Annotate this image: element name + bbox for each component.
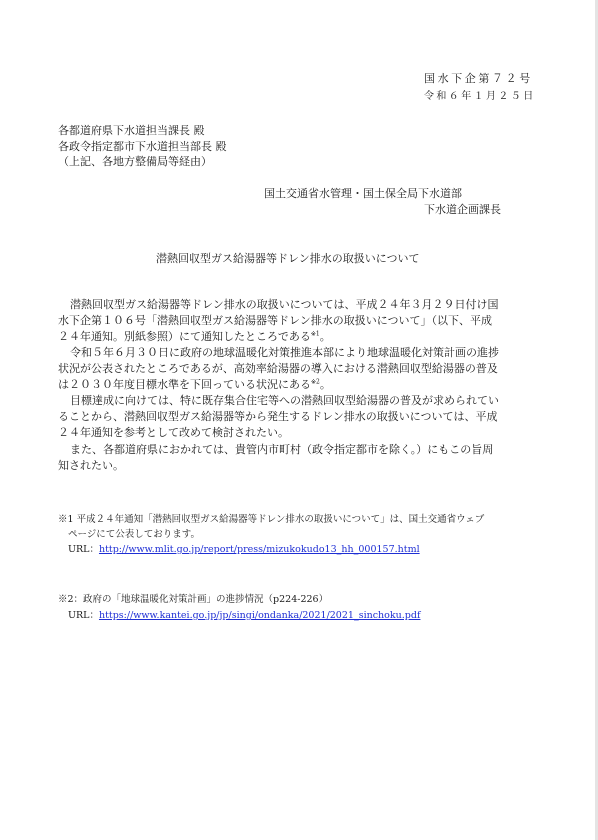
body-p2-line3 [58, 378, 331, 392]
footnote-1-line2: ページにて公表しております。 [68, 529, 201, 540]
body-p1-line3 [58, 330, 331, 344]
document-date: 令和６年１月２５日 [424, 91, 536, 102]
body-p1-line1: 潜熱回収型ガス給湯器等ドレン排水の取扱いについては、平成２４年３月２９日付け国 [70, 298, 499, 311]
body-p1-line3-end: 。 [319, 330, 331, 343]
body-p3-line2: ることから、潜熱回収型ガス給湯器等から発生するドレン排水の取扱いについては、平成 [58, 410, 498, 423]
addressee-prefectures: 各都道府県下水道担当課長 殿 [58, 124, 205, 137]
body-p1-line3-text: ２４年通知。別紙参照）にて通知したところである [58, 330, 311, 343]
footnote-1-url-row [68, 543, 420, 557]
footnote-2-url-row [68, 609, 420, 623]
footnote-1-line1: ※1 平成２４年通知「潜熱回収型ガス給湯器等ドレン排水の取扱いについて」は、国土交通省ウェブ [58, 514, 485, 525]
addressee-via-note: （上記、各地方整備局等経由） [58, 155, 212, 168]
body-p2-line3-text: は２０３０年度目標水準を下回っている状況にある [58, 378, 311, 391]
document-subject: 潜熱回収型ガス給湯器等ドレン排水の取扱いについて [156, 252, 420, 265]
footnote-1-url-label: URL： [68, 544, 99, 555]
footnote-2-line1: ※2：政府の「地球温暖化対策計画」の進捗情況（p224-226） [58, 594, 329, 605]
body-p4-line1: また、各都道府県におかれては、貴管内市町村（政令指定都市を除く。）にもこの旨周 [70, 443, 494, 456]
addressee-designated-cities: 各政令指定都市下水道担当部長 殿 [58, 140, 227, 153]
sender-title: 下水道企画課長 [424, 203, 501, 216]
footnote-1-url-link[interactable]: http://www.mlit.go.jp/report/press/mizukokudo13_hh_000157.html [98, 544, 420, 555]
footnote-ref-2: ※2 [311, 378, 320, 386]
body-p3-line1: 目標達成に向けては、特に既存集合住宅等への潜熱回収型給湯器の普及が求められてい [70, 394, 499, 407]
body-p2-line2: 状況が公表されたところであるが、高効率給湯器の導入における潜熱回収型給湯器の普及 [58, 362, 498, 375]
footnote-ref-1: ※1 [310, 330, 320, 338]
document-number: 国水下企第７２号 [424, 72, 533, 85]
body-p3-line3: ２４年通知を参考として改めて検討されたい。 [58, 426, 289, 439]
body-p2-line1: 令和５年６月３０日に政府の地球温暖化対策推進本部により地球温暖化対策計画の進捗 [70, 346, 499, 359]
body-p2-line3-end: 。 [319, 378, 331, 391]
footnote-2-url-label: URL： [68, 610, 99, 621]
body-p1-line2: 水下企第１０６号「潜熱回収型ガス給湯器等ドレン排水の取扱いについて」（以下、平成 [58, 314, 493, 327]
sender-organization: 国土交通省水管理・国土保全局下水道部 [264, 187, 462, 200]
footnote-2-url-link[interactable]: https://www.kantei.go.jp/jp/singi/ondanka/2021/2021_sinchoku.pdf [98, 610, 421, 621]
body-p4-line2: 知されたい。 [58, 459, 124, 472]
